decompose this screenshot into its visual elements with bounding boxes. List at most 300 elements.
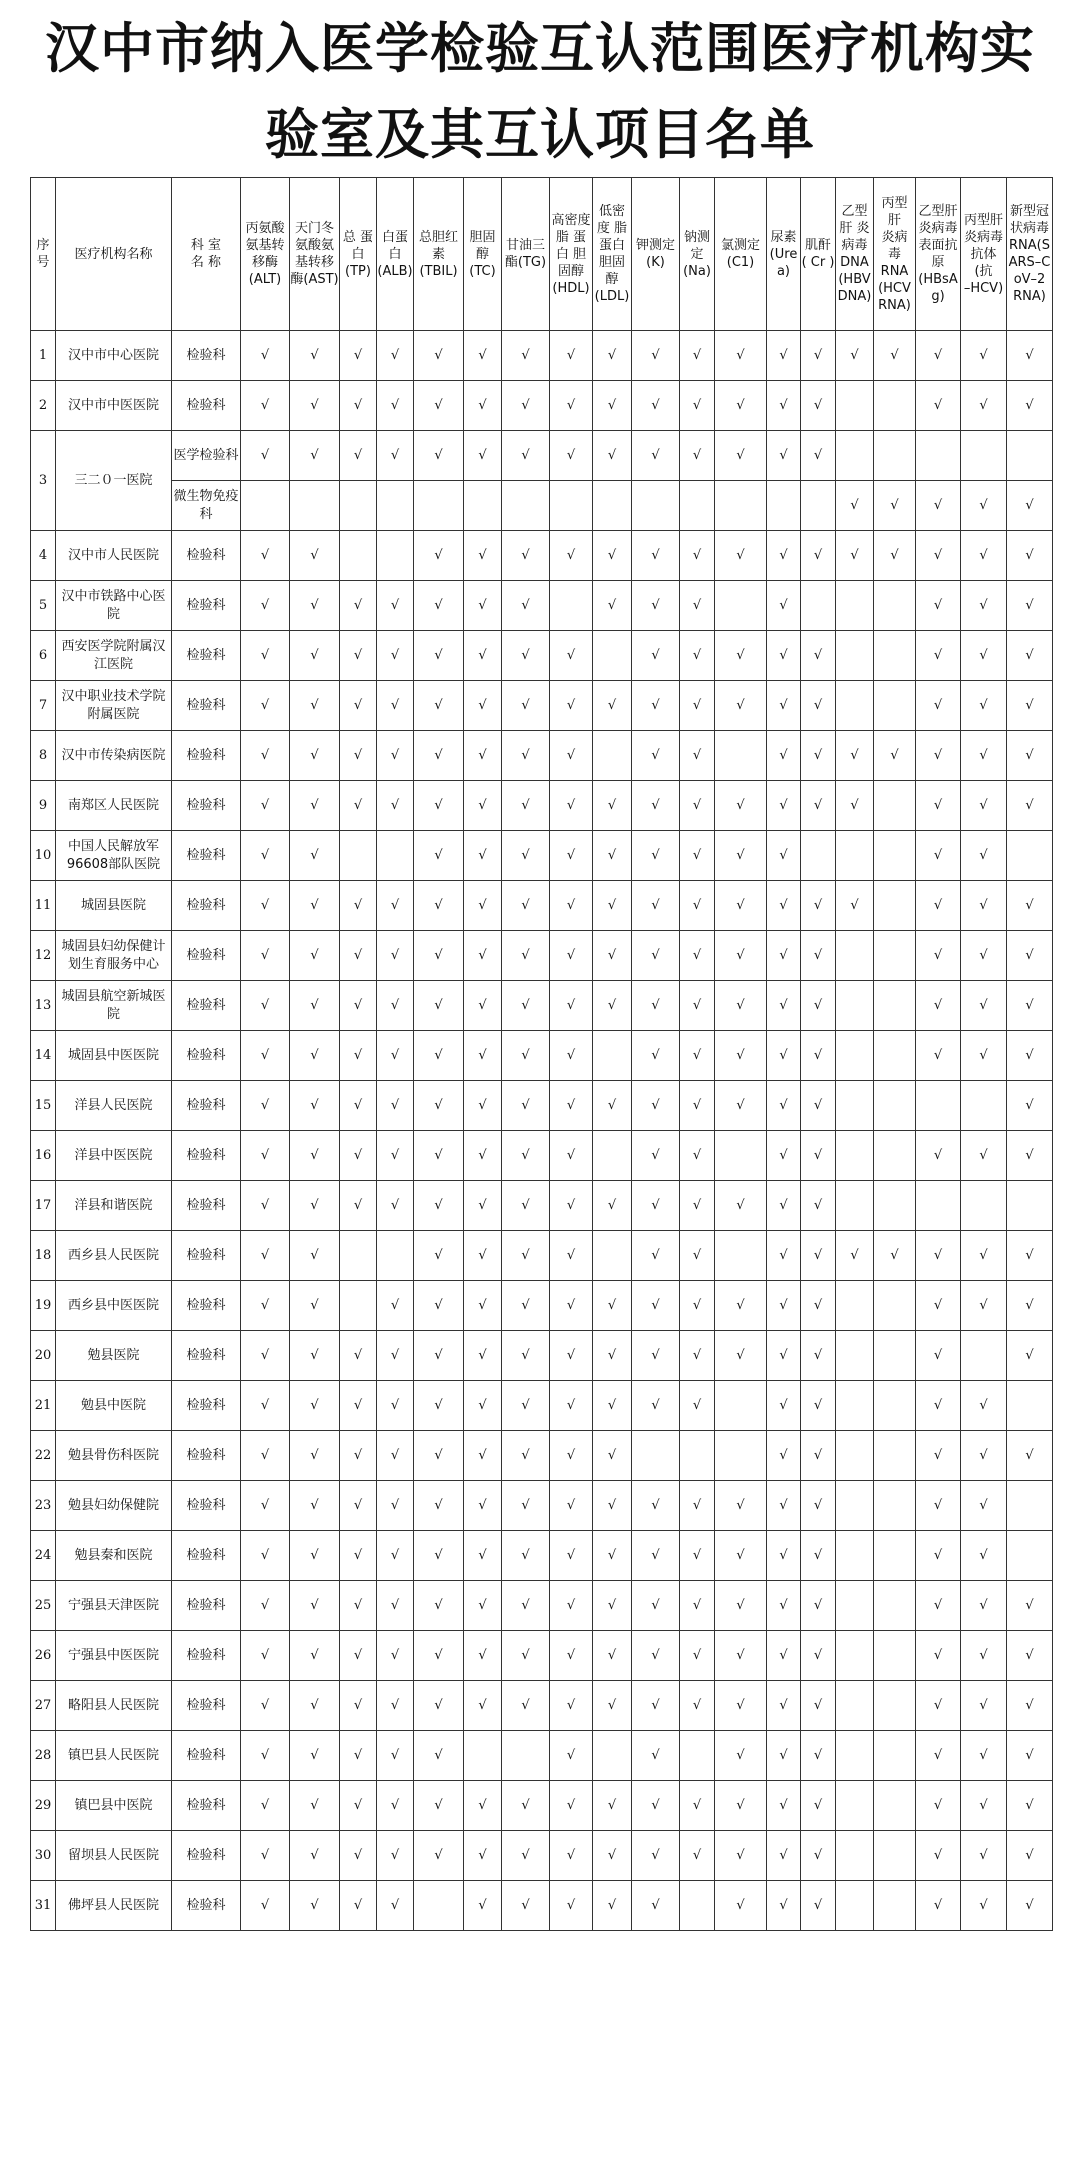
check-cell: [836, 931, 874, 981]
check-cell: √: [414, 781, 464, 831]
check-cell: √: [916, 1831, 961, 1881]
check-cell: √: [593, 1681, 632, 1731]
check-cell: √: [502, 831, 550, 881]
check-cell: √: [502, 1531, 550, 1581]
check-cell: √: [715, 331, 767, 381]
check-cell: [961, 1181, 1007, 1231]
check-cell: √: [767, 1681, 801, 1731]
table-row: [31, 1031, 1053, 1081]
check-cell: √: [593, 681, 632, 731]
department-name: 检验科: [172, 1031, 241, 1081]
check-cell: √: [632, 431, 680, 481]
check-cell: √: [632, 1681, 680, 1731]
column-header: 氯测定 (C1): [715, 178, 767, 331]
check-cell: √: [290, 1881, 340, 1931]
check-cell: √: [464, 1831, 502, 1881]
check-cell: √: [801, 1731, 836, 1781]
row-number: 2: [31, 381, 56, 431]
check-cell: [593, 631, 632, 681]
check-cell: √: [241, 1131, 290, 1181]
check-cell: √: [961, 1631, 1007, 1681]
table-row: [31, 1681, 1053, 1731]
check-cell: √: [836, 881, 874, 931]
institution-name: 宁强县中医医院: [56, 1631, 172, 1681]
check-cell: √: [961, 1281, 1007, 1331]
check-cell: √: [290, 1281, 340, 1331]
check-cell: √: [464, 1581, 502, 1631]
check-cell: √: [801, 1331, 836, 1381]
check-cell: √: [550, 431, 593, 481]
check-cell: [593, 481, 632, 531]
department-name: 检验科: [172, 1581, 241, 1631]
department-name: 检验科: [172, 881, 241, 931]
check-cell: [801, 581, 836, 631]
check-cell: [550, 481, 593, 531]
check-cell: √: [715, 681, 767, 731]
row-number: 19: [31, 1281, 56, 1331]
check-cell: [961, 1081, 1007, 1131]
check-cell: √: [715, 531, 767, 581]
check-cell: √: [550, 1781, 593, 1831]
table-row: [31, 1631, 1053, 1681]
check-cell: √: [836, 531, 874, 581]
check-cell: √: [414, 931, 464, 981]
check-cell: √: [961, 681, 1007, 731]
check-cell: √: [340, 1031, 377, 1081]
check-cell: √: [414, 1781, 464, 1831]
check-cell: √: [836, 731, 874, 781]
check-cell: [377, 831, 414, 881]
check-cell: √: [464, 331, 502, 381]
check-cell: [1007, 1481, 1053, 1531]
check-cell: √: [377, 881, 414, 931]
institution-name: 汉中市人民医院: [56, 531, 172, 581]
table-row: [31, 981, 1053, 1031]
check-cell: √: [916, 631, 961, 681]
check-cell: [874, 681, 916, 731]
check-cell: √: [414, 1481, 464, 1531]
check-cell: √: [874, 531, 916, 581]
check-cell: √: [801, 1431, 836, 1481]
check-cell: √: [680, 881, 715, 931]
check-cell: √: [502, 631, 550, 681]
check-cell: √: [1007, 931, 1053, 981]
check-cell: √: [241, 1381, 290, 1431]
check-cell: √: [767, 1431, 801, 1481]
check-cell: √: [340, 1581, 377, 1631]
check-cell: √: [916, 1031, 961, 1081]
check-cell: √: [801, 1531, 836, 1581]
check-cell: √: [550, 981, 593, 1031]
check-cell: [916, 1081, 961, 1131]
check-cell: √: [632, 331, 680, 381]
column-header: 新型冠 状病毒 RNA(S ARS–C oV–2 RNA): [1007, 178, 1053, 331]
check-cell: √: [916, 831, 961, 881]
check-cell: √: [680, 1081, 715, 1131]
check-cell: √: [340, 1081, 377, 1131]
institution-name: 略阳县人民医院: [56, 1681, 172, 1731]
check-cell: √: [550, 1431, 593, 1481]
table-row: [31, 1181, 1053, 1231]
check-cell: √: [715, 1031, 767, 1081]
check-cell: √: [961, 831, 1007, 881]
check-cell: √: [550, 1481, 593, 1531]
check-cell: √: [414, 1081, 464, 1131]
check-cell: √: [502, 581, 550, 631]
check-cell: √: [715, 381, 767, 431]
check-cell: √: [377, 431, 414, 481]
check-cell: [836, 1631, 874, 1681]
check-cell: [874, 1131, 916, 1181]
check-cell: √: [767, 531, 801, 581]
check-cell: √: [1007, 981, 1053, 1031]
check-cell: √: [715, 1881, 767, 1931]
check-cell: √: [464, 781, 502, 831]
check-cell: √: [502, 1431, 550, 1481]
check-cell: √: [340, 881, 377, 931]
check-cell: [874, 981, 916, 1031]
check-cell: √: [801, 1631, 836, 1681]
check-cell: √: [502, 1781, 550, 1831]
check-cell: √: [1007, 1331, 1053, 1381]
check-cell: √: [715, 1281, 767, 1331]
check-cell: [1007, 831, 1053, 881]
institution-name: 勉县医院: [56, 1331, 172, 1381]
table-row: [31, 481, 1053, 531]
check-cell: √: [377, 781, 414, 831]
table-row: [31, 1781, 1053, 1831]
check-cell: [836, 1081, 874, 1131]
check-cell: √: [464, 1181, 502, 1231]
check-cell: √: [801, 1831, 836, 1881]
check-cell: √: [961, 1781, 1007, 1831]
check-cell: √: [340, 381, 377, 431]
check-cell: √: [502, 1331, 550, 1381]
check-cell: √: [767, 1531, 801, 1581]
check-cell: √: [801, 1481, 836, 1531]
column-header: 低密 度 脂 蛋白 胆固 醇 (LDL): [593, 178, 632, 331]
check-cell: √: [290, 331, 340, 381]
check-cell: √: [1007, 481, 1053, 531]
check-cell: √: [464, 1381, 502, 1431]
check-cell: √: [1007, 1131, 1053, 1181]
row-number: 7: [31, 681, 56, 731]
check-cell: √: [632, 1131, 680, 1181]
check-cell: √: [767, 1631, 801, 1681]
check-cell: √: [464, 1331, 502, 1381]
table-row: [31, 1831, 1053, 1881]
check-cell: [1007, 1381, 1053, 1431]
institution-name: 西安医学院附属汉江医院: [56, 631, 172, 681]
check-cell: √: [414, 531, 464, 581]
check-cell: √: [241, 431, 290, 481]
check-cell: √: [464, 831, 502, 881]
check-cell: [836, 1781, 874, 1831]
check-cell: √: [632, 1481, 680, 1531]
check-cell: √: [502, 931, 550, 981]
check-cell: √: [550, 1531, 593, 1581]
check-cell: √: [241, 1031, 290, 1081]
check-cell: √: [290, 381, 340, 431]
check-cell: √: [241, 1531, 290, 1581]
check-cell: √: [916, 681, 961, 731]
check-cell: [340, 481, 377, 531]
check-cell: [715, 1131, 767, 1181]
check-cell: √: [502, 1181, 550, 1231]
check-cell: √: [550, 1231, 593, 1281]
check-cell: √: [961, 331, 1007, 381]
check-cell: √: [680, 1831, 715, 1881]
check-cell: √: [241, 931, 290, 981]
check-cell: √: [502, 981, 550, 1031]
check-cell: [874, 1031, 916, 1081]
check-cell: √: [680, 1281, 715, 1331]
department-name: 检验科: [172, 1481, 241, 1531]
check-cell: √: [632, 881, 680, 931]
check-cell: √: [680, 431, 715, 481]
row-number: 15: [31, 1081, 56, 1131]
check-cell: √: [414, 1581, 464, 1631]
check-cell: √: [593, 381, 632, 431]
check-cell: √: [961, 631, 1007, 681]
check-cell: [836, 1431, 874, 1481]
department-name: 检验科: [172, 1731, 241, 1781]
check-cell: √: [767, 731, 801, 781]
check-cell: [916, 431, 961, 481]
department-name: 检验科: [172, 1681, 241, 1731]
check-cell: √: [241, 1881, 290, 1931]
check-cell: √: [241, 1481, 290, 1531]
check-cell: √: [290, 1781, 340, 1831]
check-cell: √: [593, 331, 632, 381]
check-cell: √: [632, 1631, 680, 1681]
check-cell: √: [916, 1281, 961, 1331]
check-cell: √: [632, 1031, 680, 1081]
check-cell: [874, 631, 916, 681]
check-cell: √: [593, 531, 632, 581]
check-cell: [874, 1531, 916, 1581]
check-cell: √: [801, 1681, 836, 1731]
check-cell: [961, 1331, 1007, 1381]
check-cell: √: [1007, 1231, 1053, 1281]
check-cell: √: [290, 1331, 340, 1381]
check-cell: √: [414, 1181, 464, 1231]
check-cell: √: [767, 1481, 801, 1531]
check-cell: √: [916, 731, 961, 781]
check-cell: √: [767, 1831, 801, 1881]
check-cell: √: [916, 1881, 961, 1931]
row-number: 29: [31, 1781, 56, 1831]
check-cell: √: [340, 781, 377, 831]
check-cell: √: [464, 731, 502, 781]
check-cell: √: [632, 1581, 680, 1631]
institution-table: [30, 177, 1053, 1931]
check-cell: √: [377, 1581, 414, 1631]
check-cell: √: [961, 1031, 1007, 1081]
row-number: 11: [31, 881, 56, 931]
check-cell: √: [1007, 581, 1053, 631]
check-cell: √: [916, 931, 961, 981]
check-cell: [836, 1481, 874, 1531]
check-cell: √: [916, 381, 961, 431]
column-header: 钠测 定 (Na): [680, 178, 715, 331]
check-cell: √: [377, 631, 414, 681]
institution-name: 勉县中医院: [56, 1381, 172, 1431]
check-cell: √: [241, 1331, 290, 1381]
check-cell: √: [1007, 1631, 1053, 1681]
institution-name: 汉中市中心医院: [56, 331, 172, 381]
check-cell: √: [550, 781, 593, 831]
check-cell: √: [1007, 681, 1053, 731]
check-cell: √: [377, 681, 414, 731]
check-cell: √: [550, 1731, 593, 1781]
institution-name: 三二０一医院: [56, 431, 172, 531]
check-cell: √: [414, 1631, 464, 1681]
check-cell: √: [340, 1781, 377, 1831]
row-number: 6: [31, 631, 56, 681]
check-cell: √: [550, 731, 593, 781]
row-number: 12: [31, 931, 56, 981]
check-cell: √: [801, 331, 836, 381]
check-cell: √: [290, 1381, 340, 1431]
check-cell: [801, 831, 836, 881]
check-cell: √: [241, 1281, 290, 1331]
check-cell: √: [836, 781, 874, 831]
department-name: 检验科: [172, 831, 241, 881]
check-cell: √: [340, 981, 377, 1031]
check-cell: √: [290, 1581, 340, 1631]
table-row: [31, 1581, 1053, 1631]
institution-name: 勉县妇幼保健院: [56, 1481, 172, 1531]
institution-name: 镇巴县中医院: [56, 1781, 172, 1831]
check-cell: √: [1007, 631, 1053, 681]
check-cell: √: [916, 1331, 961, 1381]
check-cell: √: [414, 681, 464, 731]
check-cell: [290, 481, 340, 531]
row-number: 4: [31, 531, 56, 581]
check-cell: √: [377, 1331, 414, 1381]
check-cell: [632, 481, 680, 531]
check-cell: √: [680, 581, 715, 631]
row-number: 9: [31, 781, 56, 831]
check-cell: √: [593, 581, 632, 631]
check-cell: √: [377, 1381, 414, 1431]
table-row: [31, 431, 1053, 481]
department-name: 医学检验科: [172, 431, 241, 481]
department-name: 检验科: [172, 931, 241, 981]
check-cell: √: [241, 1231, 290, 1281]
check-cell: [593, 1131, 632, 1181]
check-cell: √: [632, 631, 680, 681]
check-cell: √: [593, 1081, 632, 1131]
check-cell: √: [801, 1031, 836, 1081]
check-cell: [874, 1481, 916, 1531]
check-cell: √: [340, 1631, 377, 1681]
check-cell: √: [715, 831, 767, 881]
check-cell: √: [241, 1581, 290, 1631]
check-cell: [1007, 431, 1053, 481]
check-cell: √: [632, 531, 680, 581]
row-number: 23: [31, 1481, 56, 1531]
check-cell: [1007, 1531, 1053, 1581]
column-header: 钾测定 (K): [632, 178, 680, 331]
check-cell: √: [680, 681, 715, 731]
check-cell: [874, 1731, 916, 1781]
institution-name: 勉县秦和医院: [56, 1531, 172, 1581]
column-header: 乙型 肝 炎 病毒 DNA (HBV DNA): [836, 178, 874, 331]
check-cell: [961, 431, 1007, 481]
check-cell: √: [414, 831, 464, 881]
check-cell: [241, 481, 290, 531]
check-cell: [680, 1431, 715, 1481]
check-cell: √: [680, 1531, 715, 1581]
check-cell: √: [632, 381, 680, 431]
check-cell: √: [290, 1231, 340, 1281]
check-cell: √: [340, 1381, 377, 1431]
check-cell: [377, 531, 414, 581]
check-cell: √: [377, 331, 414, 381]
check-cell: √: [916, 1681, 961, 1731]
department-name: 检验科: [172, 1231, 241, 1281]
institution-name: 西乡县人民医院: [56, 1231, 172, 1281]
check-cell: √: [961, 1381, 1007, 1431]
check-cell: √: [241, 731, 290, 781]
check-cell: √: [502, 1881, 550, 1931]
check-cell: [836, 431, 874, 481]
row-number: 5: [31, 581, 56, 631]
check-cell: √: [801, 1081, 836, 1131]
check-cell: √: [241, 381, 290, 431]
check-cell: √: [767, 881, 801, 931]
check-cell: √: [377, 1731, 414, 1781]
check-cell: √: [715, 1181, 767, 1231]
check-cell: [593, 1231, 632, 1281]
check-cell: √: [801, 1881, 836, 1931]
check-cell: √: [801, 381, 836, 431]
table-row: [31, 331, 1053, 381]
check-cell: √: [550, 1881, 593, 1931]
check-cell: √: [290, 881, 340, 931]
check-cell: [874, 1181, 916, 1231]
check-cell: [836, 681, 874, 731]
table-row: [31, 731, 1053, 781]
check-cell: √: [801, 731, 836, 781]
check-cell: √: [680, 381, 715, 431]
institution-name: 汉中市铁路中心医院: [56, 581, 172, 631]
row-number: 25: [31, 1581, 56, 1631]
check-cell: [874, 1881, 916, 1931]
check-cell: √: [801, 531, 836, 581]
check-cell: √: [464, 981, 502, 1031]
check-cell: √: [241, 831, 290, 881]
institution-name: 汉中市传染病医院: [56, 731, 172, 781]
check-cell: √: [632, 1381, 680, 1431]
check-cell: √: [340, 681, 377, 731]
check-cell: √: [550, 1831, 593, 1881]
check-cell: √: [632, 1531, 680, 1581]
check-cell: [715, 731, 767, 781]
check-cell: √: [1007, 731, 1053, 781]
check-cell: √: [836, 481, 874, 531]
department-name: 微生物免疫科: [172, 481, 241, 531]
check-cell: √: [414, 1231, 464, 1281]
check-cell: √: [916, 1581, 961, 1631]
check-cell: √: [340, 631, 377, 681]
column-header: 科 室 名 称: [172, 178, 241, 331]
check-cell: √: [414, 731, 464, 781]
check-cell: √: [340, 1731, 377, 1781]
department-name: 检验科: [172, 581, 241, 631]
